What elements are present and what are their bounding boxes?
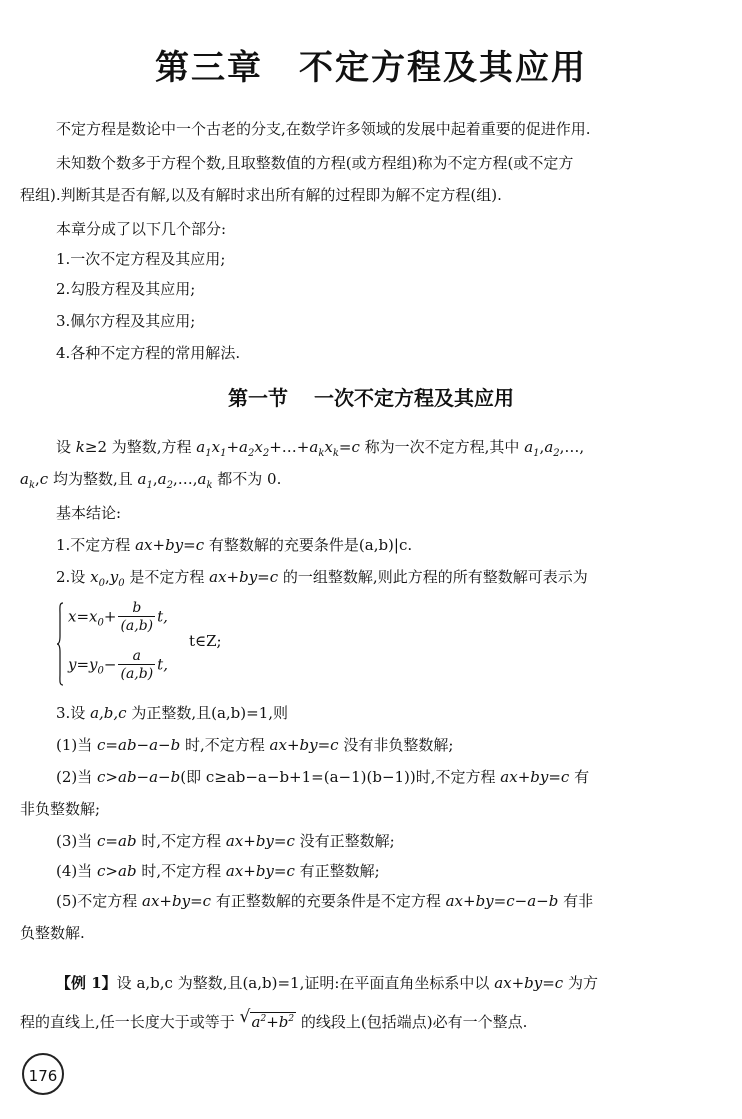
definition-line-2: $a_k,c$ 均为整数,且 $a_1,a_2,\dots,a_k$ 都不为 0.: [20, 470, 282, 491]
list-item: 4.各种不定方程的常用解法.: [56, 344, 241, 362]
left-brace-icon: [56, 602, 64, 686]
general-solution-formula: [56, 598, 356, 690]
basic-conclusions-label: 基本结论:: [56, 504, 122, 522]
conclusion-3-item-5-line-2: 负整数解.: [20, 924, 85, 942]
example-1: 【例 1】设 a,b,c 为整数,且(a,b)=1,证明:在平面直角坐标系中以 ax+by=c 为方: [56, 974, 598, 992]
conclusion-2: 2.设 $x_0,y_0$ 是不定方程 ax+by=c 的一组整数解,则此方程的所有整数解可表示为: [56, 568, 588, 589]
chapter-number: 第三章: [155, 48, 263, 88]
list-item: 3.佩尔方程及其应用;: [56, 312, 196, 330]
intro-paragraph-2-line-2: 程组).判断其是否有解,以及有解时求出所有解的过程即为解不定方程(组).: [20, 186, 502, 204]
conclusion-3-item-1: (1)当 c=ab−a−b 时,不定方程 ax+by=c 没有非负整数解;: [56, 736, 454, 754]
intro-paragraph-1: 不定方程是数论中一个古老的分支,在数学许多领域的发展中起着重要的促进作用.: [56, 120, 591, 138]
intro-paragraph-2-line-1: 未知数个数多于方程个数,且取整数值的方程(或方程组)称为不定方程(或不定方: [56, 154, 574, 172]
conclusion-3-item-2: (2)当 c>ab−a−b(即 c≥ab−a−b+1=(a−1)(b−1))时,不定方程 ax+by=c 有: [56, 768, 590, 786]
conclusion-3-item-2-line-2: 非负整数解;: [20, 800, 101, 818]
conclusion-1: 1.不定方程 ax+by=c 有整数解的充要条件是(a,b)|c.: [56, 536, 413, 554]
example-label: 【例 1】: [56, 974, 117, 992]
list-item: 1.一次不定方程及其应用;: [56, 250, 226, 268]
section-title: [0, 382, 742, 411]
intro-paragraph-3: 本章分成了以下几个部分:: [56, 220, 227, 238]
chapter-title: [0, 40, 742, 89]
conclusion-3-item-3: (3)当 c=ab 时,不定方程 ax+by=c 没有正整数解;: [56, 832, 395, 850]
conclusion-3: 3.设 a,b,c 为正整数,且(a,b)=1,则: [56, 704, 289, 722]
chapter-name: 不定方程及其应用: [299, 48, 587, 88]
sqrt-expression: √ $a^2+b^2$: [239, 1007, 295, 1031]
list-item: 2.勾股方程及其应用;: [56, 280, 196, 298]
formula-condition: t∈Z;: [189, 632, 222, 650]
definition-line-1: 设 k≥2 为整数,方程 $a_1x_1+a_2x_2+\dots+a_kx_k=c$ 称为一次不定方程,其中 $a_1,a_2,\dots$,: [56, 438, 585, 459]
conclusion-3-item-4: (4)当 c>ab 时,不定方程 ax+by=c 有正整数解;: [56, 862, 380, 880]
example-1-line-2: 程的直线上,任一长度大于或等于 √ $a^2+b^2$ 的线段上(包括端点)必有一个整点.: [20, 1002, 718, 1039]
formula-y-row: $y=y_0-$ $\frac{a}{(a,b)}$ t,: [68, 648, 168, 682]
conclusion-3-item-5: (5)不定方程 ax+by=c 有正整数解的充要条件是不定方程 ax+by=c−a−b 有非: [56, 892, 594, 910]
section-name: 一次不定方程及其应用: [314, 386, 514, 410]
page-number: 176: [22, 1053, 64, 1095]
section-number: 第一节: [228, 386, 288, 410]
formula-x-row: $x=x_0+$ $\frac{b}{(a,b)}$ t,: [68, 600, 168, 634]
